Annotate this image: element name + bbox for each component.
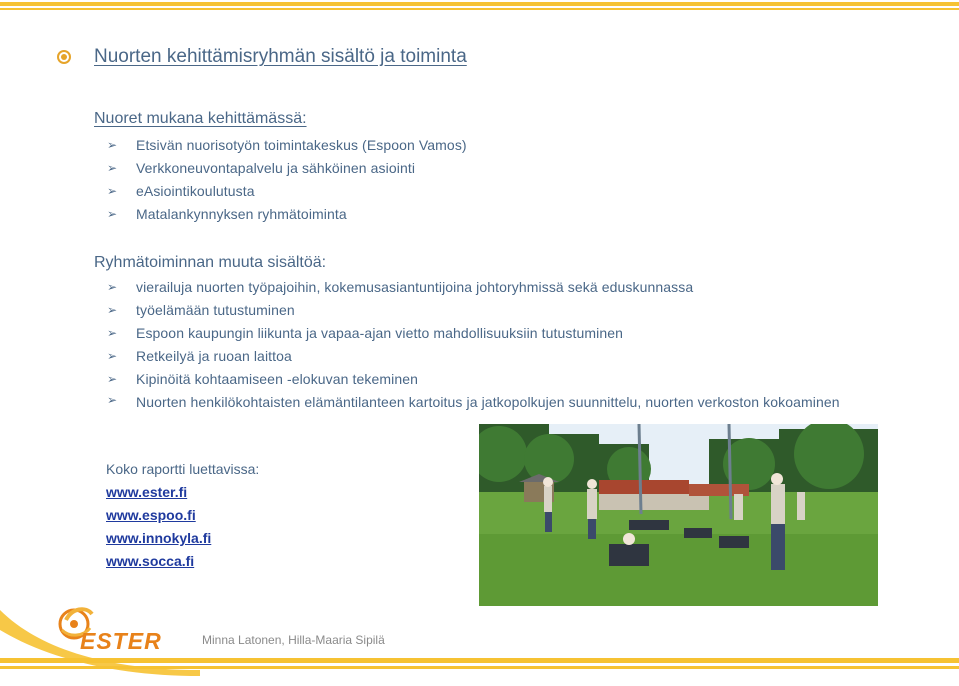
report-label: Koko raportti luettavissa: bbox=[106, 461, 260, 477]
arrow-check-icon: ➢ bbox=[107, 184, 118, 198]
arrow-check-icon: ➢ bbox=[107, 280, 118, 294]
list-item: ➢ Etsivän nuorisotyön toimintakeskus (Espoon Vamos) bbox=[107, 134, 887, 157]
page-title: Nuorten kehittämisryhmän sisältö ja toiminta bbox=[94, 46, 467, 67]
arrow-check-icon: ➢ bbox=[107, 303, 118, 317]
group-activity-photo bbox=[479, 424, 878, 606]
link-socca[interactable]: www.socca.fi bbox=[106, 553, 195, 569]
arrow-check-icon: ➢ bbox=[107, 326, 118, 340]
activities-list bbox=[107, 276, 887, 412]
list-item: ➢ Retkeilyä ja ruoan laittoa bbox=[107, 345, 887, 368]
link-espoo[interactable]: www.espoo.fi bbox=[106, 507, 196, 523]
ester-logo-text: ESTER bbox=[80, 628, 162, 654]
footer-authors: Minna Latonen, Hilla-Maaria Sipilä bbox=[202, 633, 385, 647]
list-item: ➢ Matalankynnyksen ryhmätoiminta bbox=[107, 203, 887, 226]
list-item: ➢ Espoon kaupungin liikunta ja vapaa-ajan vietto mahdollisuuksiin tutustuminen bbox=[107, 322, 887, 345]
title-row bbox=[57, 46, 467, 68]
arrow-check-icon: ➢ bbox=[107, 349, 118, 363]
list-item: ➢ eAsiointikoulutusta bbox=[107, 180, 887, 203]
arrow-check-icon: ➢ bbox=[107, 207, 118, 221]
section-heading-activities: Ryhmätoiminnan muuta sisältöä: bbox=[94, 254, 327, 271]
arrow-check-icon: ➢ bbox=[107, 372, 118, 386]
arrow-check-icon: ➢ bbox=[107, 161, 118, 175]
top-accent-bar bbox=[0, 0, 959, 12]
link-ester[interactable]: www.ester.fi bbox=[106, 484, 188, 500]
list-item: ➢ vierailuja nuorten työpajoihin, kokemusasiantuntijoina johtoryhmissä sekä eduskunnassa bbox=[107, 276, 887, 299]
youth-list bbox=[107, 134, 887, 226]
list-item: ➢ Nuorten henkilökohtaisten elämäntilanteen kartoitus ja jatkopolkujen suunnittelu, nuorten verkoston kokoaminen bbox=[107, 393, 840, 410]
arrow-check-icon: ➢ bbox=[107, 138, 118, 152]
bottom-accent-bar bbox=[0, 650, 959, 686]
section-heading-youth: Nuoret mukana kehittämässä: bbox=[94, 110, 307, 127]
target-bullet-icon bbox=[57, 50, 71, 64]
list-item: ➢ Verkkoneuvontapalvelu ja sähköinen asiointi bbox=[107, 157, 887, 180]
report-links bbox=[106, 458, 259, 573]
link-innokyla[interactable]: www.innokyla.fi bbox=[106, 530, 212, 546]
arrow-check-icon: ➢ bbox=[107, 393, 118, 407]
list-item: ➢ työelämään tutustuminen bbox=[107, 299, 887, 322]
list-item: ➢ Kipinöitä kohtaamiseen -elokuvan tekeminen bbox=[107, 368, 887, 391]
